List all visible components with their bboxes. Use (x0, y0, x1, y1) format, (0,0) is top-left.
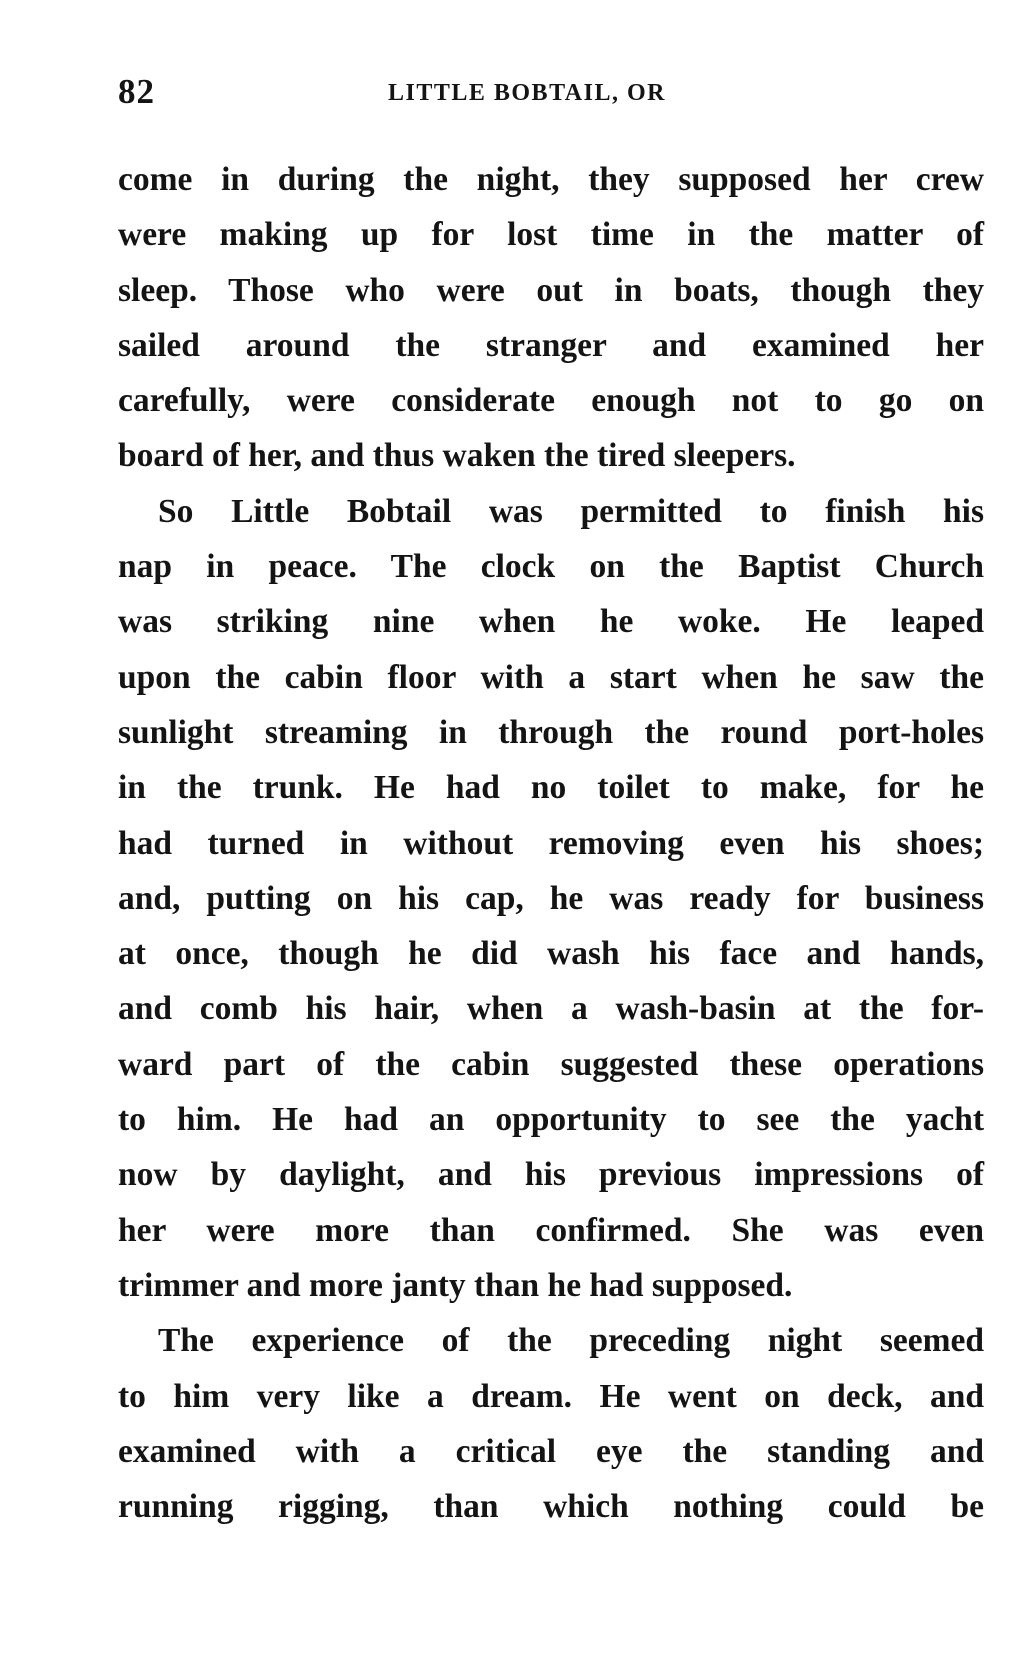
text-line: had turned in without removing even his shoes; (118, 824, 984, 862)
running-title: LITTLE BOBTAIL, OR (388, 80, 666, 106)
text-line: was striking nine when he woke. He leaped (118, 603, 984, 641)
text-line: carefully, were considerate enough not to go on (118, 382, 984, 420)
text-line: come in during the night, they supposed her crew (118, 161, 984, 198)
body-text (118, 152, 984, 1534)
text-line: her were more than confirmed. She was even (118, 1211, 984, 1249)
page-number: 82 (118, 72, 155, 111)
text-line: in the trunk. He had no toilet to make, for he (118, 769, 984, 807)
text-line: to him. He had an opportunity to see the yacht (118, 1101, 984, 1139)
text-line: and comb his hair, when a wash-basin at the for- (118, 990, 984, 1028)
text-line: sailed around the stranger and examined her (118, 326, 984, 364)
text-line: ward part of the cabin suggested these operations (118, 1045, 984, 1083)
text-line: sunlight streaming in through the round port-holes (118, 713, 984, 751)
text-line: examined with a critical eye the standing and (118, 1432, 984, 1470)
text-line: were making up for lost time in the matter of (118, 216, 984, 254)
text-line: now by daylight, and his previous impressions of (118, 1156, 984, 1194)
text-line: running rigging, than which nothing could be (118, 1488, 984, 1526)
text-line: at once, though he did wash his face and hands, (118, 935, 984, 973)
text-line: upon the cabin floor with a start when he saw the (118, 658, 984, 696)
text-line: sleep. Those who were out in boats, though they (118, 271, 984, 309)
text-line: The experience of the preceding night seemed (158, 1322, 984, 1360)
text-line: trimmer and more janty than he had supposed. (118, 1266, 793, 1304)
text-line: to him very like a dream. He went on deck, and (118, 1377, 984, 1415)
text-line: board of her, and thus waken the tired sleepers. (118, 437, 796, 475)
text-line: So Little Bobtail was permitted to finish his (158, 492, 984, 530)
running-head (118, 72, 984, 120)
text-line: nap in peace. The clock on the Baptist Church (118, 548, 984, 586)
text-line: and, putting on his cap, he was ready for business (118, 879, 984, 917)
